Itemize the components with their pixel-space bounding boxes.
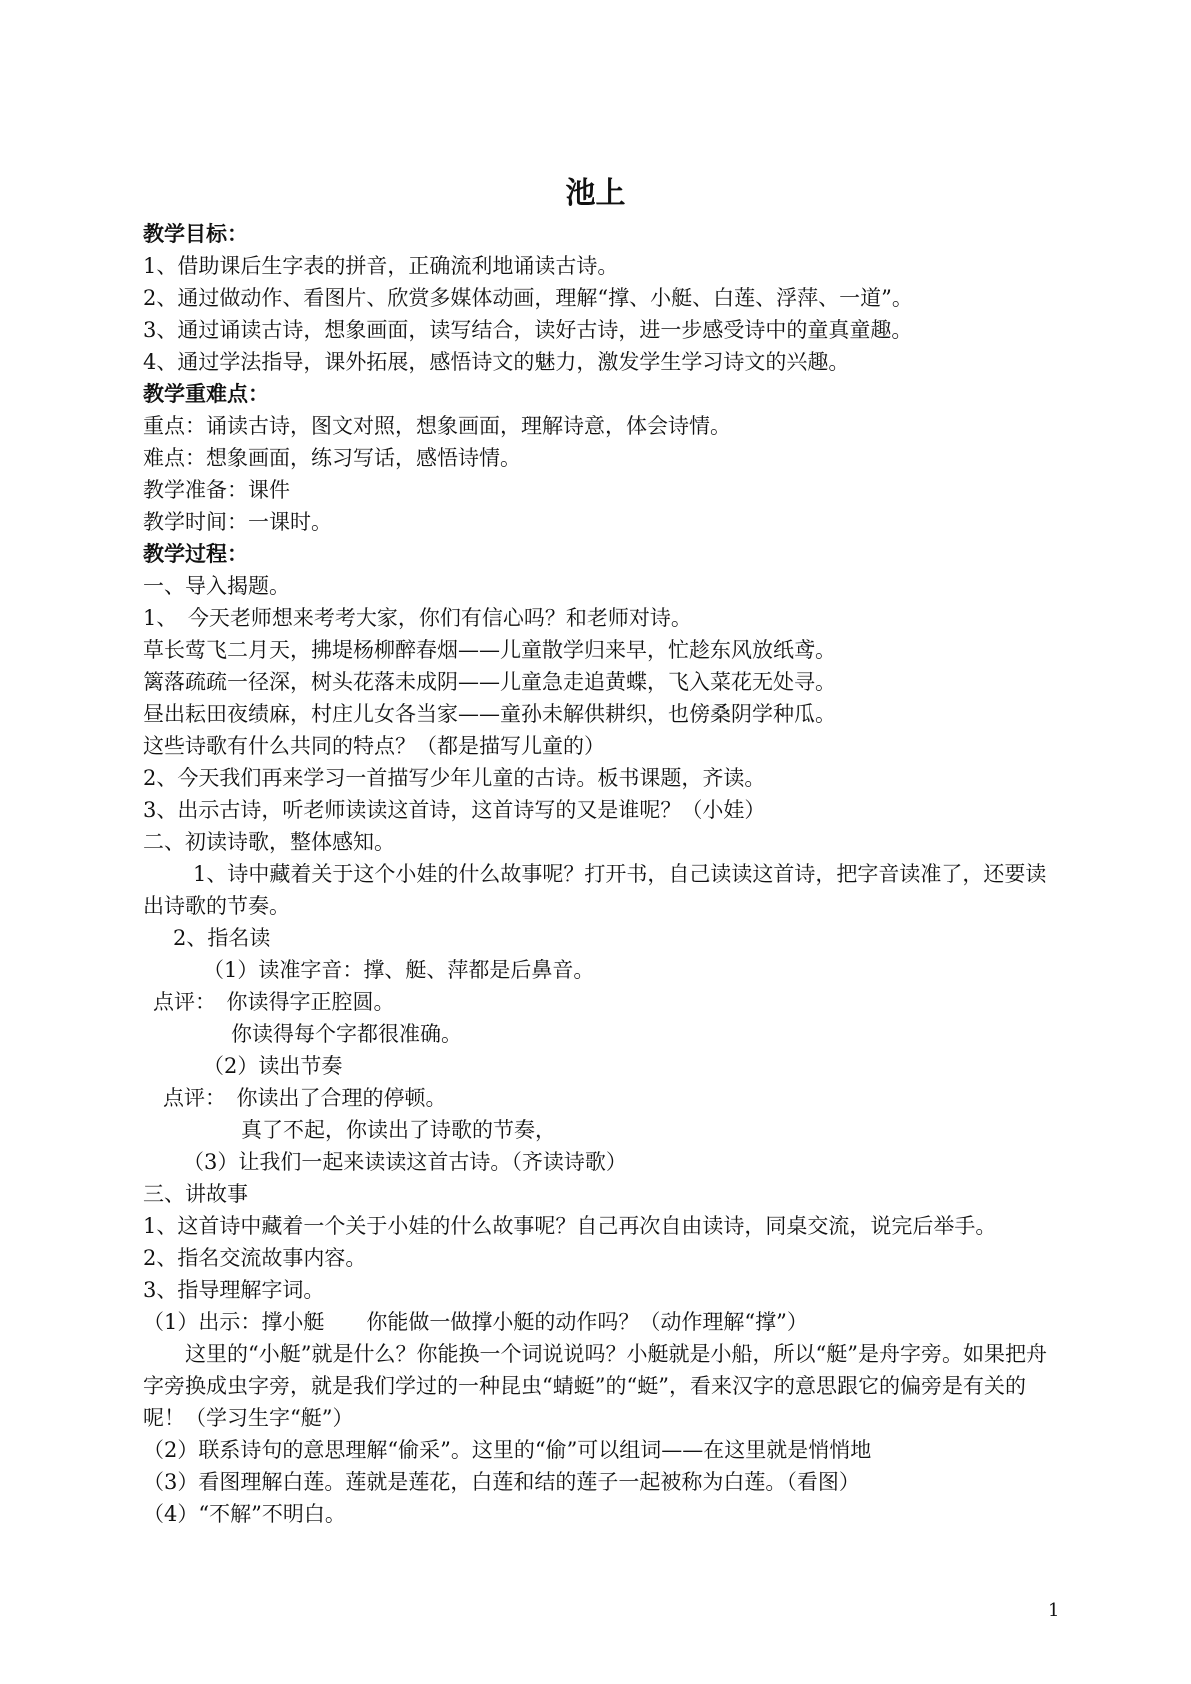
process-heading: 教学过程：: [143, 542, 248, 566]
process-item: 2、指名交流故事内容。: [143, 1246, 367, 1270]
comment-line: 点评： 你读得字正腔圆。: [153, 990, 395, 1014]
difficulty-text: 难点：想象画面，练习写话，感悟诗情。: [143, 446, 521, 470]
goals-heading: 教学目标：: [143, 222, 248, 246]
comment-line: 真了不起，你读出了诗歌的节奏，: [241, 1118, 556, 1142]
process-item: （3）看图理解白莲。莲就是莲花，白莲和结的莲子一起被称为白莲。（看图）: [143, 1470, 860, 1494]
process-item: 这里的“小艇”就是什么？你能换一个词说说吗？小艇就是小船，所以“艇”是舟字旁。如果把舟字旁换成虫字旁，就是我们学过的一种昆虫“蜻蜓”的“蜓”，看来汉字的意思跟它的偏旁是有关的呢！（学习生字“艇”）: [143, 1342, 1047, 1430]
process-item: （1）出示：撑小艇 你能做一做撑小艇的动作吗？（动作理解“撑”）: [143, 1310, 808, 1334]
document-body: [143, 218, 1055, 1530]
time-text: 教学时间：一课时。: [143, 510, 332, 534]
poem-couplet: 篱落疏疏一径深，树头花落未成阴——儿童急走追黄蝶，飞入菜花无处寻。: [143, 670, 836, 694]
process-item: 3、出示古诗，听老师读读这首诗，这首诗写的又是谁呢？（小娃）: [143, 798, 766, 822]
process-item: （2）联系诗句的意思理解“偷采”。这里的“偷”可以组词——在这里就是悄悄地: [143, 1438, 872, 1462]
section-heading: 二、初读诗歌，整体感知。: [143, 830, 395, 854]
goal-item: 3、通过诵读古诗，想象画面，读写结合，读好古诗，进一步感受诗中的童真童趣。: [143, 318, 913, 342]
process-item: （1）读准字音：撑、艇、萍都是后鼻音。: [203, 958, 595, 982]
poem-couplet: 昼出耘田夜绩麻，村庄儿女各当家——童孙未解供耕织，也傍桑阴学种瓜。: [143, 702, 836, 726]
process-item: 1、 今天老师想来考考大家，你们有信心吗？和老师对诗。: [143, 606, 692, 630]
process-item: （3）让我们一起来读读这首古诗。（齐读诗歌）: [183, 1150, 627, 1174]
process-item: （2）读出节奏: [203, 1054, 343, 1078]
keypoints-heading: 教学重难点：: [143, 382, 269, 406]
preparation-text: 教学准备：课件: [143, 478, 290, 502]
goal-item: 2、通过做动作、看图片、欣赏多媒体动画，理解“撑、小艇、白莲、浮萍、一道”。: [143, 286, 913, 310]
keypoint-text: 重点：诵读古诗，图文对照，想象画面，理解诗意，体会诗情。: [143, 414, 731, 438]
process-item: （4）“不解”不明白。: [143, 1502, 346, 1526]
poem-couplet: 草长莺飞二月天，拂堤杨柳醉春烟——儿童散学归来早，忙趁东风放纸鸢。: [143, 638, 836, 662]
goal-item: 4、通过学法指导，课外拓展，感悟诗文的魅力，激发学生学习诗文的兴趣。: [143, 350, 850, 374]
process-item: 2、今天我们再来学习一首描写少年儿童的古诗。板书课题，齐读。: [143, 766, 766, 790]
comment-line: 点评： 你读出了合理的停顿。: [163, 1086, 447, 1110]
comment-line: 你读得每个字都很准确。: [231, 1022, 462, 1046]
process-item: 1、这首诗中藏着一个关于小娃的什么故事呢？自己再次自由读诗，同桌交流，说完后举手。: [143, 1214, 997, 1238]
process-item: 这些诗歌有什么共同的特点？（都是描写儿童的）: [143, 734, 605, 758]
goal-item: 1、借助课后生字表的拼音，正确流利地诵读古诗。: [143, 254, 619, 278]
section-heading: 三、讲故事: [143, 1182, 248, 1206]
section-heading: 一、导入揭题。: [143, 574, 290, 598]
process-item: 2、指名读: [173, 926, 271, 950]
page-number: 1: [1048, 1600, 1060, 1621]
process-item: 3、指导理解字词。: [143, 1278, 325, 1302]
process-item: 1、诗中藏着关于这个小娃的什么故事呢？打开书，自己读读这首诗，把字音读准了，还要读出诗歌的节奏。: [143, 862, 1047, 918]
document-title: 池上: [565, 176, 626, 211]
